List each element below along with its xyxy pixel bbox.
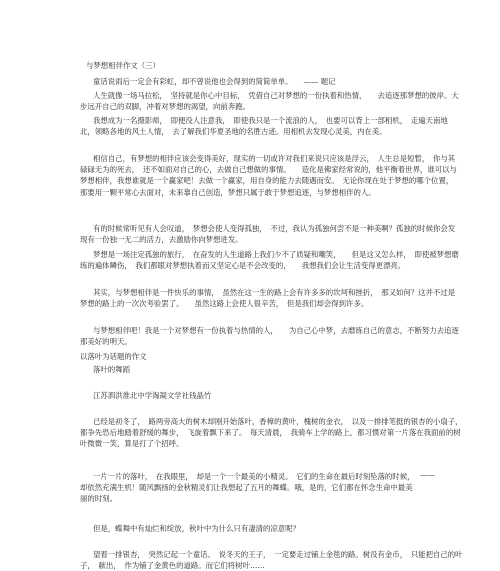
em-dash: —— [420, 470, 435, 479]
paragraph: 一片一片的落叶， 在我眼里， 却是一个一个最美的小精灵。 它们的生命在最后时刻坠落的时候，却依然充满生机！随风飘扬的金秋精灵们让我想起了五月的舞蝶。哦，是的，它们都在怀念生命中最美丽的时刻。 [80, 472, 415, 504]
paragraph: 梦想是一场注定孤独的旅行， 在奋发的人生道路上我们少不了质疑和嘲笑， 但是这又怎么样， 即使被梦想磨练的遍体鳞伤， 我们都眼对梦想执着而又坚定心是不会改变的， 我想我们会让生活变得更漂亮。 [80, 250, 459, 271]
essay-subtitle: 落叶的舞蹈 [93, 365, 130, 374]
paragraph: 相信自己，有梦想的相伴应该会变得美好，现实的一切或许对我们来说只应该是浮云， 人生总是短暂， 你与其碌碌无为的死去， 还不如面对自己的心，去做自己想做的事情。 造化是佛家经常说的，他平衡着世界，谁可以与梦想相伴，我想谁就是一个赢家吧！去做一个赢家，用自身的能力去随遇而安。 无论你现在处于梦想的哪个位置， 那要用一颗平常心去面对，未来靠自己创造，梦想只属于敢于梦想追逐，与梦想相伴的人。 [80, 154, 457, 197]
paragraph: 与梦想相伴吧！我是一个对梦想有一份执着与热情的人， 为自己心中梦，去磨练自己的意志，不断努力去追逐那美好的明天。 [80, 326, 459, 347]
paragraph: 已经是初冬了， 路两旁高大的树木却刚开始落叶，香樟的黄叶，槐树的金衣， 以及一排排笔挺的银杏的小扇子， 都争先恐后地踏着舒缓的舞步， 飞旋着飘下来了。 每天清晨， 我骑车上学的路上，都习惯对第一片落在我面前的树叶微微一笑，算是打了个招呼。 [80, 417, 467, 449]
paragraph: 我想成为一名摄影师， 即便没人注意我， 即使我只是一个流浪的人， 也要可以背上一部相机， 走遍天南地北，领略各地的风土人情， 去了解我们华夏圣地的名胜古迹。用相机去发现心灵美，内在美。 [80, 116, 448, 137]
paragraph: 但是，蝶舞中有灿烂和绽放，秋叶中为什么只有凄清的凉意呢？ [93, 524, 300, 533]
paragraph: 其实，与梦想相伴是一件快乐的事情， 虽然在这一生的路上会有许多多的坎坷和挫折， 那又如何？这并不过是梦想的路上的一次次考验罢了。 虽然这路上会使人很辛苦， 但是我们却会得到许多。 [80, 288, 456, 309]
essay-heading: 以落叶为话题的作文 [80, 352, 147, 361]
paragraph: 有的时候常听见有人会叹道， 梦想会使人变得孤独， 不过，我认为孤独何尝不是一种美啊？孤独的时候你会发现有一份独一无二的活力，去激励你向梦想进发。 [80, 224, 456, 245]
paragraph: 人生就像一场马拉松， 坚持就是你心中目标， 凭借自己对梦想的一份执着和热情， 去追逐那梦想的彼岸。大步远开自己的双脚，冲着对梦想的渴望，向前奔跑。 [80, 91, 459, 112]
byline: 江苏泗洪淮北中学淘凝文学社钱晶竹 [93, 391, 212, 400]
epigraph: 童话说雨后一定会有彩虹，却不曾说他也会得到的简简单单。 —— 题记 [93, 77, 336, 86]
paragraph: 望着一排银杏， 突然记起一个童话。 说冬天的王子， 一定要走过铺上金毯的路。树没有金币， 只能把自己的叶子， 献出， 作为铺了金黄色的道路。而它们将树叶…… [80, 550, 463, 571]
essay-title: 与梦想相伴作文（三） [86, 61, 160, 70]
